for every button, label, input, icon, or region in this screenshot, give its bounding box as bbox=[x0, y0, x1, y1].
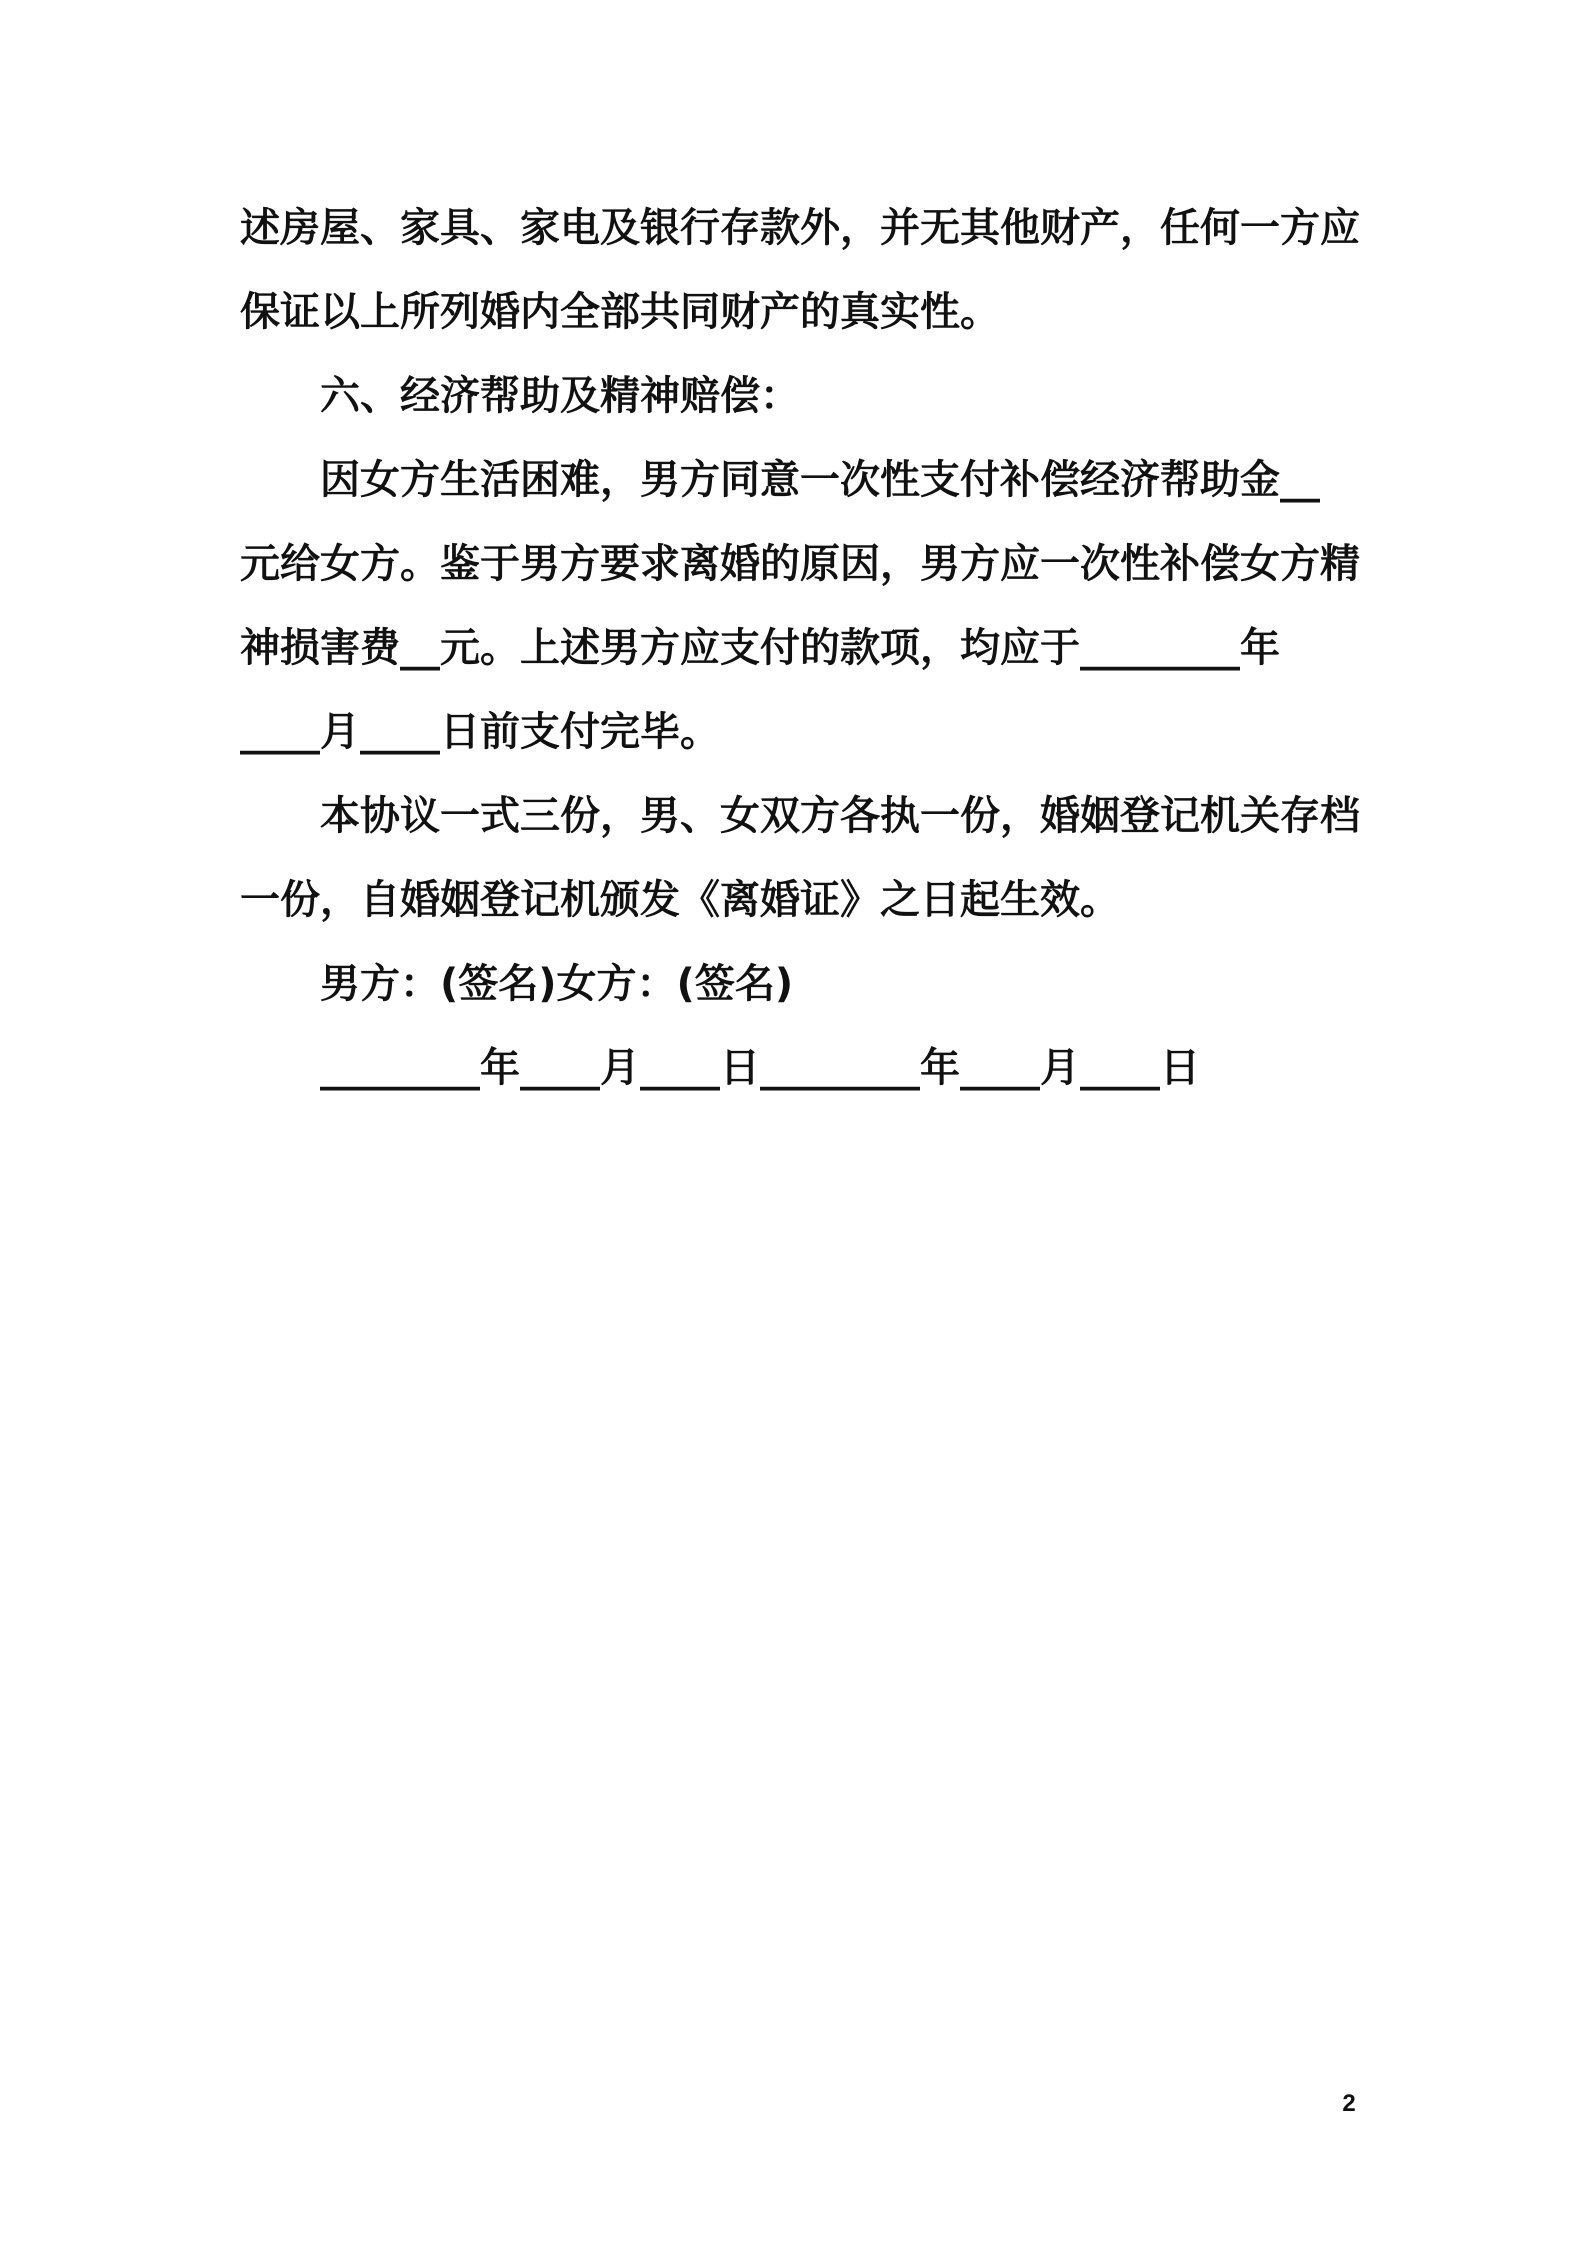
page-number: 2 bbox=[1342, 2090, 1356, 2117]
section-heading: 六、经济帮助及精神赔偿： bbox=[320, 373, 800, 419]
signature-line: 男方：(签名)女方：(签名) bbox=[320, 961, 794, 1007]
paragraph-line: 述房屋、家具、家电及银行存款外，并无其他财产，任何一方应 bbox=[240, 205, 1360, 251]
paragraph-line: 一份，自婚姻登记机颁发《离婚证》之日起生效。 bbox=[240, 877, 1120, 923]
paragraph-line: 本协议一式三份，男、女双方各执一份，婚姻登记机关存档 bbox=[320, 793, 1360, 839]
paragraph-line: 神损害费__元。上述男方应支付的款项，均应于________年 bbox=[240, 625, 1280, 671]
paragraph-line: ____月____日前支付完毕。 bbox=[240, 709, 720, 755]
paragraph-line: 保证以上所列婚内全部共同财产的真实性。 bbox=[240, 289, 1000, 335]
document-body bbox=[240, 186, 1360, 1110]
paragraph-line: 因女方生活困难，男方同意一次性支付补偿经济帮助金__ bbox=[320, 457, 1320, 503]
date-line: ________年____月____日________年____月____日 bbox=[320, 1045, 1200, 1091]
paragraph-line: 元给女方。鉴于男方要求离婚的原因，男方应一次性补偿女方精 bbox=[240, 541, 1360, 587]
